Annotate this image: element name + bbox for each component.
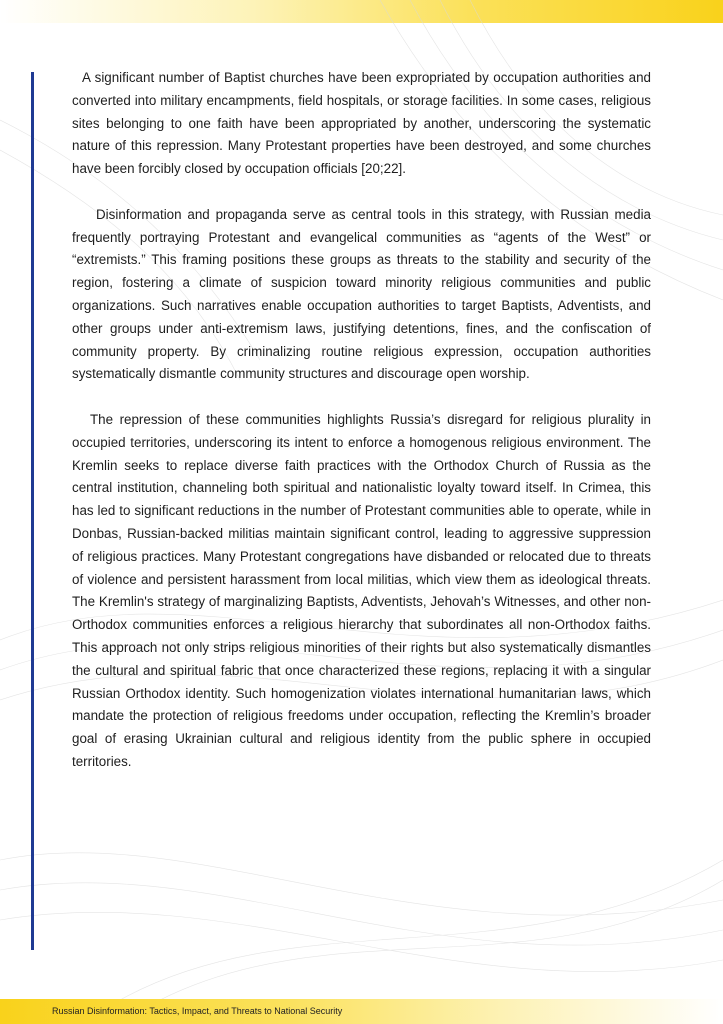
footer-title: Russian Disinformation: Tactics, Impact, and Threats to National Security (52, 1006, 343, 1016)
header-accent-bar (0, 0, 723, 23)
paragraph-1: A significant number of Baptist churches have been expropriated by occupation authorities and converted into military encampments, field hospitals, or storage facilities. In some cases, religious sites belonging to one faith have been appropriated by another, underscoring the systematic nature of this repression. Many Protestant properties have been destroyed, and some churches have been forcibly closed by occupation officials [20;22]. (72, 70, 651, 177)
paragraph-2: Disinformation and propaganda serve as central tools in this strategy, with Russian media frequently portraying Protestant and evangelical communities as “agents of the West” or “extremists.” This framing positions these groups as threats to the stability and security of the region, fostering a climate of suspicion toward minority religious communities and public organizations. Such narratives enable occupation authorities to target Baptists, Adventists, and other groups under anti-extremism laws, justifying detentions, fines, and the confiscation of community property. By criminalizing routine religious expression, occupation authorities systematically dismantle community structures and discourage open worship. (72, 206, 651, 382)
paragraph-3: The repression of these communities highlights Russia’s disregard for religious plurality in occupied territories, underscoring its intent to enforce a homogenous religious environment. The Kremlin seeks to replace diverse faith practices with the Orthodox Church of Russia as the central institution, channeling both spiritual and nationalistic loyalty toward itself. In Crimea, this has led to significant reductions in the number of Protestant communities able to operate, while in Donbas, Russian-backed militias maintain significant control, leading to aggressive suppression of religious practices. Many Protestant congregations have disbanded or relocated due to threats of violence and persistent harassment from local militias, which view them as ideological threats. The Kremlin's strategy of marginalizing Baptists, Adventists, Jehovah’s Witnesses, and other non-Orthodox communities enforces a religious hierarchy that subordinates all non-Orthodox faiths. This approach not only strips religious minorities of their rights but also systematically dismantles the cultural and spiritual fabric that once characterized these regions, replacing it with a singular Russian Orthodox identity. Such homogenization violates international humanitarian laws, which mandate the protection of religious freedoms under occupation, reflecting the Kremlin’s broader goal of erasing Ukrainian cultural and religious identity from the public sphere in occupied territories. (72, 411, 651, 769)
left-margin-rule (31, 72, 34, 950)
document-body (72, 67, 651, 774)
